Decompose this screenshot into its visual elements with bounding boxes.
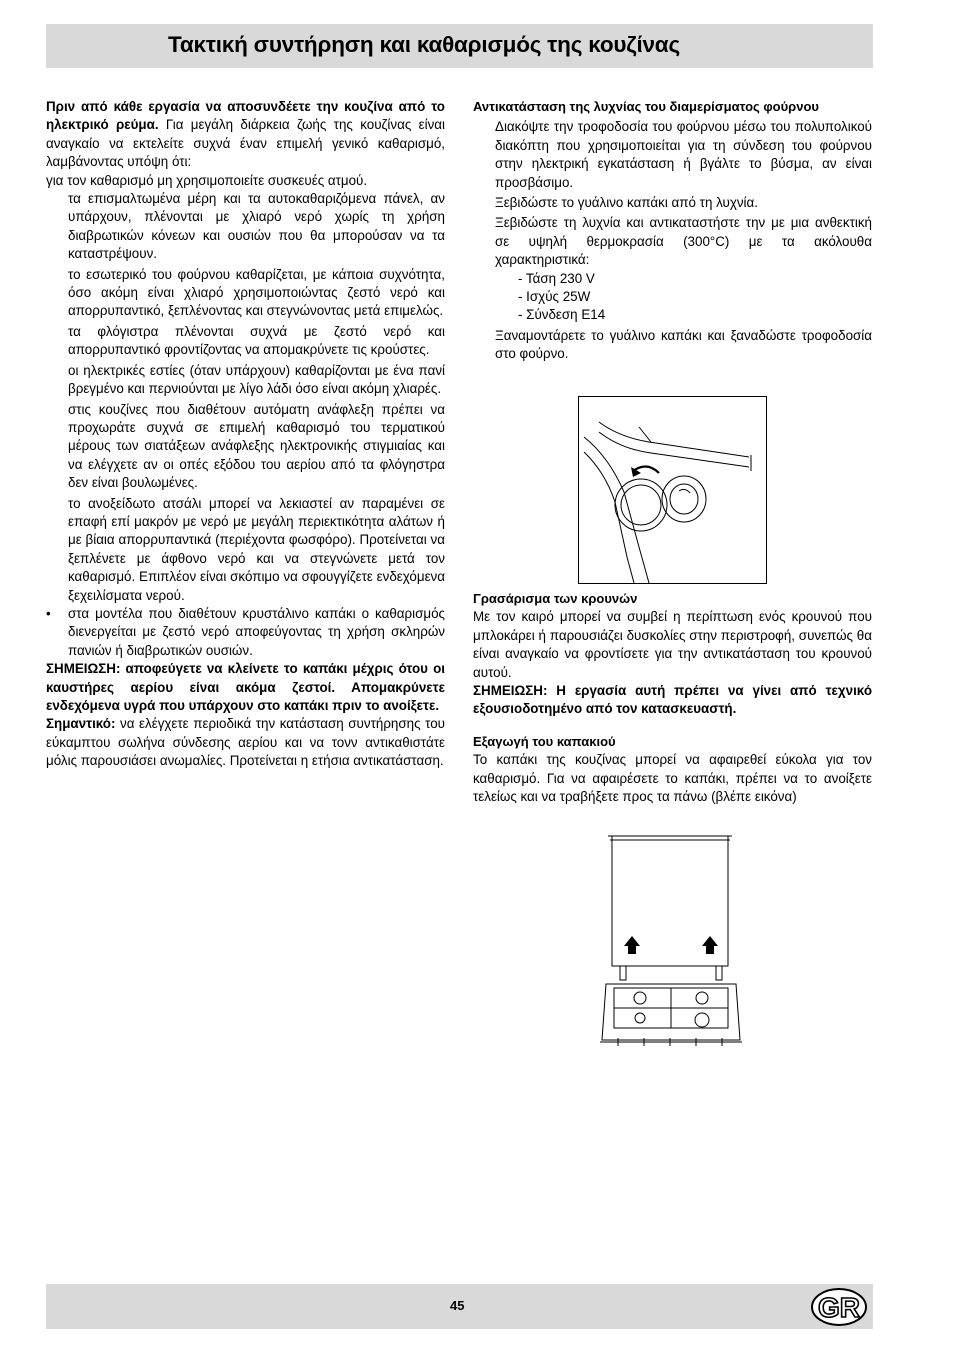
language-badge [810, 1287, 868, 1327]
lamp-final-step: Ξαναμοντάρετε το γυάλινο καπάκι και ξαναδώστε τροφοδοσία στο φούρνο. [495, 327, 872, 362]
steam-note: για τον καθαρισμό μη χρησιμοποιείτε συσκευές ατμού. [46, 172, 368, 188]
lamp-step: Διακόψτε την τροφοδοσία του φούρνου μέσω του πολυπολικού διακόπτη που χρησιμοποιείται για τη σύνδεση του φούρνου στην ηλεκτρική εγκατάσταση ή βγάλτε το βύσμα, αν είναι προσβάσιμο. [495, 119, 872, 190]
lid-text: Το καπάκι της κουζίνας μπορεί να αφαιρεθεί εύκολα για τον καθαρισμό. Για να αφαιρέσετε το καπάκι, πρέπει να το ανοίξετε τελείως και να τραβήξετε προς τα πάνω (βλέπε εικόνα) [473, 752, 872, 805]
footer-bar [46, 1284, 873, 1329]
header-bar [46, 24, 873, 68]
left-column [46, 98, 445, 771]
oven-lamp-illustration [579, 397, 766, 583]
cleaning-item: οι ηλεκτρικές εστίες (όταν υπάρχουν) καθαρίζονται με ένα πανί βρεγμένο και περνιούνται με λίγο λάδι όσο είναι ακόμη χλιαρές. [68, 362, 445, 397]
lamp-step: Ξεβιδώστε τη λυχνία και αντικαταστήστε την με μια ανθεκτική σε υψηλή θερμοκρασία (300°C) με τα ακόλουθα χαρακτηριστικά: [495, 215, 872, 268]
important-text: να ελέγχετε περιοδικά την κατάσταση συντήρησης του εύκαμπτου σωλήνα σύνδεσης αερίου και να τονν αντικαθιστάτε μόλις παρουσιάσει ανωμαλίες. Προτείνεται η ετήσια αντικατάσταση. [46, 716, 445, 769]
intro-warning: Πριν από κάθε εργασία να αποσυνδέετε την κουζίνα από το ηλεκτρικό ρεύμα. [46, 99, 445, 133]
cleaning-item: τα επισμαλτωμένα μέρη και τα αυτοκαθαριζόμενα πάνελ, αν υπάρχουν, πλένονται με χλιαρό νερό χωρίς τη χρήση διαβρωτικών κόνεων και ουσιών που θα μπορούσαν να τα καταστρέψουν. [68, 191, 445, 262]
lid-removal-figure [598, 834, 744, 1048]
lid-removal-illustration [598, 834, 744, 1048]
important-paragraph [46, 715, 445, 770]
lamp-spec-socket: - Σύνδεση E14 [518, 307, 606, 323]
right-column [473, 98, 872, 364]
lamp-heading: Αντικατάσταση της λυχνίας του διαμερίσματος φούρνου [473, 99, 819, 114]
cleaning-item: στις κουζίνες που διαθέτουν αυτόματη ανάφλεξη πρέπει να προχωράτε συχνά σε επιμελή καθαρισμό του τερματικού μέρους των σιατάξεων ανάφλεξης ηλεκτρονικής στιγμιαίας και να ελέγχετε αν οι οπές εξόδου του αερίου από τα φλόγηστρα δεν είναι βουλωμένες. [68, 401, 445, 491]
oven-lamp-figure [578, 396, 767, 584]
grease-section [473, 590, 872, 806]
lamp-spec-power: - Ισχύς 25W [518, 289, 591, 305]
page-title: Τακτική συντήρηση και καθαρισμός της κουζίνας [168, 32, 680, 57]
page-number: 45 [450, 1298, 465, 1313]
language-badge-label: GR [818, 1292, 860, 1323]
lamp-spec-voltage: - Τάση 230 V [518, 270, 595, 286]
glass-lid-bullet [46, 605, 445, 660]
grease-note: ΣΗΜΕΙΩΣΗ: Η εργασία αυτή πρέπει να γίνει από τεχνικό εξουσιοδοτημένο από τον κατασκευαστή. [473, 683, 872, 717]
intro-text: Για μεγάλη διάρκεια ζωής της κουζίνας είναι αναγκαίο να εκτελείτε συχνά έναν επιμελή γενικό καθαρισμό, λαμβάνοντας υπόψη ότι: [46, 117, 445, 170]
grease-text: Με τον καιρό μπορεί να συμβεί η περίπτωση ενός κρουνού που μπλοκάρει ή παρουσιάζει δυσκολίες στην περιστροφή, συνεπώς θα είναι αναγκαίο να φροντίσετε για την αντικατάσταση του κρουνού αυτού. [473, 609, 872, 680]
important-label: Σημαντικό: [46, 716, 116, 732]
lid-closing-note: ΣΗΜΕΙΩΣΗ: αποφεύγετε να κλείνετε το καπάκι μέχρις ότου οι καυστήρες αερίου είναι ακόμα ζεστοί. Απομακρύνετε ενδεχόμενα υγρά που υπάρχουν στο καπάκι πριν το ανοίξετε. [46, 661, 445, 713]
cleaning-item: τα φλόγιστρα πλένονται συχνά με ζεστό νερό και απορρυπαντικό φροντίζοντας να απομακρύνετε τις κρούστες. [68, 323, 445, 358]
cleaning-item: το εσωτερικό του φούρνου καθαρίζεται, με κάποια συχνότητα, όσο ακόμη είναι χλιαρό χρησιμοποιώντας ζεστό νερό και απορρυπαντικό, ξεπλένοντας και στεγνώνοντας μετά επιμελώς. [68, 266, 445, 319]
bullet-symbol: • [46, 605, 51, 621]
lamp-step: Ξεβιδώστε το γυάλινο καπάκι από τη λυχνία. [495, 195, 758, 211]
bullet-text: στα μοντέλα που διαθέτουν κρυστάλινο καπάκι ο καθαρισμός διενεργείται με ζεστό νερό αποφεύγοντας τη χρήση σκληρών πανιών ή διαβρωτικών ουσιών. [68, 605, 445, 658]
lid-heading: Εξαγωγή του καπακιού [473, 733, 616, 749]
cleaning-item: το ανοξείδωτο ατσάλι μπορεί να λεκιαστεί αν παραμένει σε επαφή επί μακρόν με νερό με μεγάλη περιεκτικότητα αλάτων ή με βίαια απορρυπαντικά (περιέχοντα φωσφόρο). Προτείνεται να ξεπλένετε με άφθονο νερό και να στεγνώνετε μετά τον καθαρισμό. Επιπλέον είναι σκόπιμο να σφουγγίζετε ενδεχόμενα ξεχειλίσματα νερού. [68, 495, 445, 603]
intro-paragraph [46, 98, 445, 172]
grease-heading: Γρασάρισμα των κρουνών [473, 591, 638, 606]
